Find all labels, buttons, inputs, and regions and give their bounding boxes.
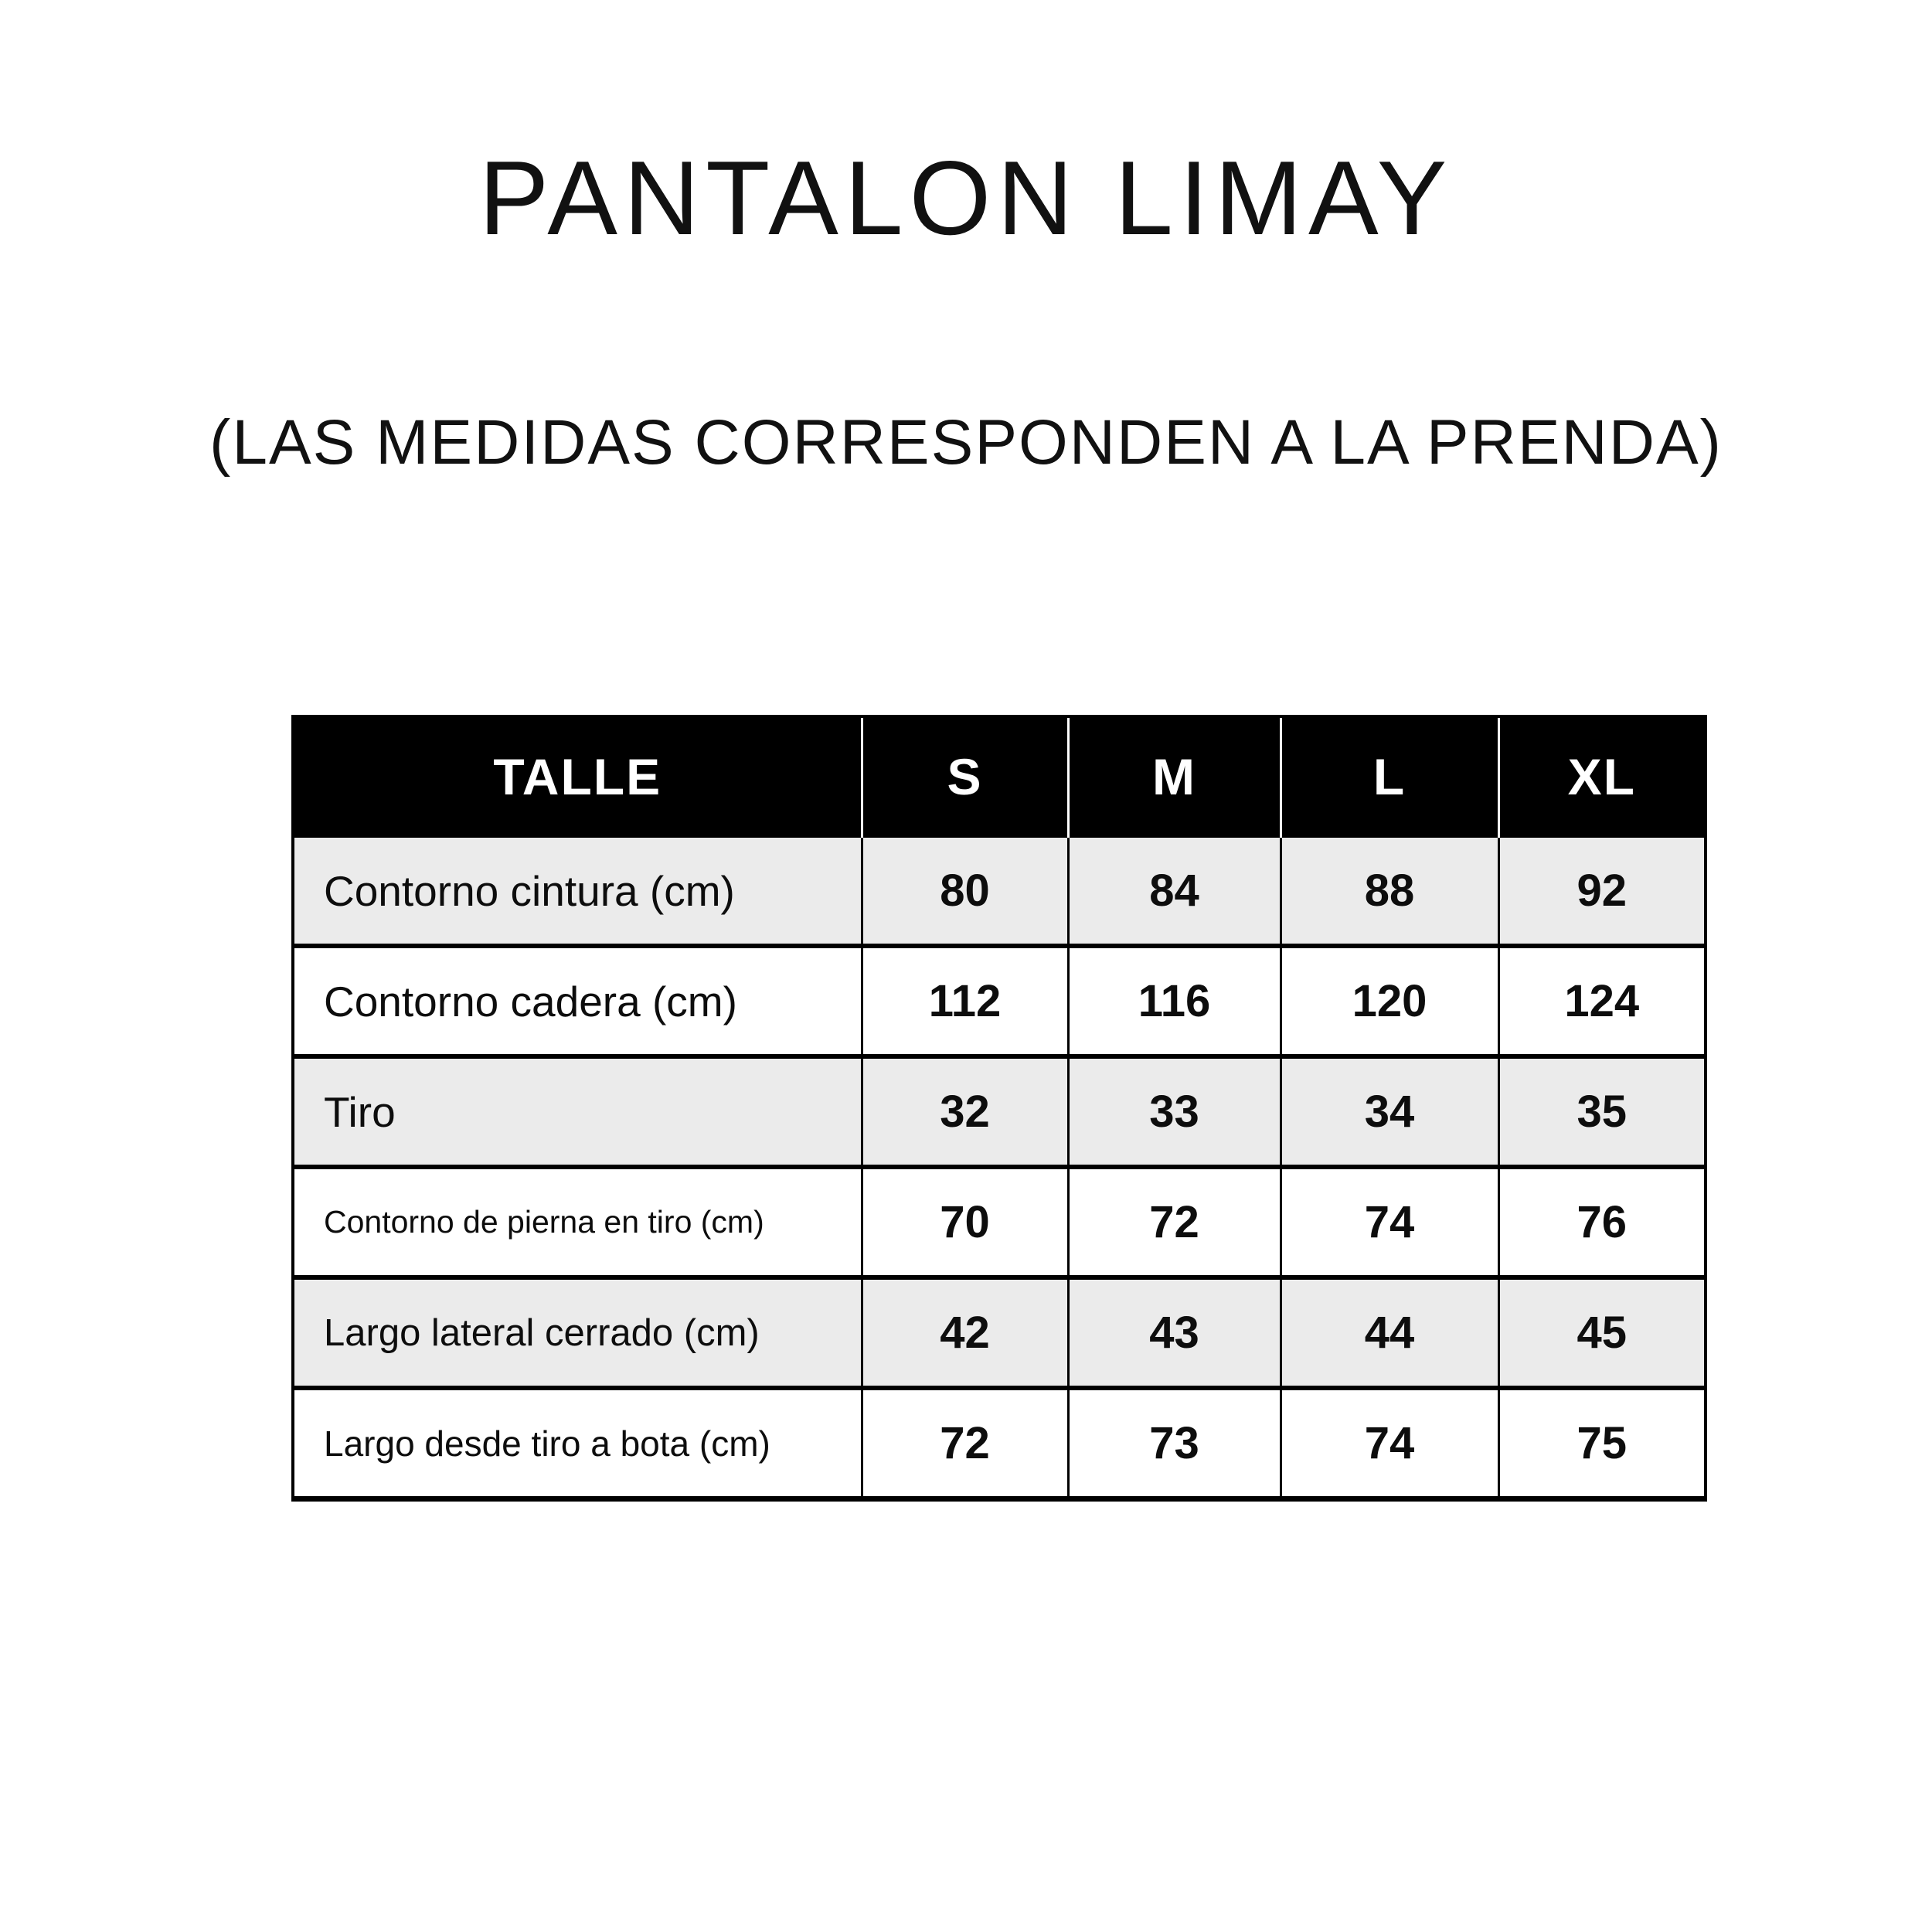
size-value: 75 [1498, 1388, 1706, 1499]
size-value: 45 [1498, 1277, 1706, 1388]
header-cell-s: S [862, 716, 1068, 837]
size-value: 73 [1068, 1388, 1281, 1499]
table-row [293, 837, 1706, 947]
header-cell-m: M [1068, 716, 1281, 837]
size-value: 84 [1068, 837, 1281, 947]
size-value: 74 [1281, 1388, 1498, 1499]
table-row [293, 1388, 1706, 1499]
size-value: 74 [1281, 1167, 1498, 1277]
header-cell-l: L [1281, 716, 1498, 837]
header-cell-talle: TALLE [293, 716, 862, 837]
header-cell-xl: XL [1498, 716, 1706, 837]
size-value: 88 [1281, 837, 1498, 947]
table-row [293, 1167, 1706, 1277]
row-label: Tiro [293, 1056, 862, 1167]
size-value: 116 [1068, 946, 1281, 1056]
row-label: Largo lateral cerrado (cm) [293, 1277, 862, 1388]
size-value: 34 [1281, 1056, 1498, 1167]
size-value: 35 [1498, 1056, 1706, 1167]
size-value: 120 [1281, 946, 1498, 1056]
table-row [293, 946, 1706, 1056]
size-value: 43 [1068, 1277, 1281, 1388]
size-value: 32 [862, 1056, 1068, 1167]
size-value: 76 [1498, 1167, 1706, 1277]
page-subtitle: (LAS MEDIDAS CORRESPONDEN A LA PRENDA) [209, 407, 1723, 478]
size-value: 44 [1281, 1277, 1498, 1388]
size-value: 70 [862, 1167, 1068, 1277]
header-row [293, 716, 1706, 837]
size-table [291, 715, 1707, 1502]
size-value: 72 [862, 1388, 1068, 1499]
size-value: 80 [862, 837, 1068, 947]
row-label: Contorno de pierna en tiro (cm) [293, 1167, 862, 1277]
size-value: 92 [1498, 837, 1706, 947]
table-row [293, 1277, 1706, 1388]
row-label: Contorno cintura (cm) [293, 837, 862, 947]
table-row [293, 1056, 1706, 1167]
size-value: 42 [862, 1277, 1068, 1388]
size-value: 112 [862, 946, 1068, 1056]
size-value: 33 [1068, 1056, 1281, 1167]
row-label: Contorno cadera (cm) [293, 946, 862, 1056]
page-title: PANTALON LIMAY [478, 139, 1454, 257]
size-value: 124 [1498, 946, 1706, 1056]
size-value: 72 [1068, 1167, 1281, 1277]
row-label: Largo desde tiro a bota (cm) [293, 1388, 862, 1499]
